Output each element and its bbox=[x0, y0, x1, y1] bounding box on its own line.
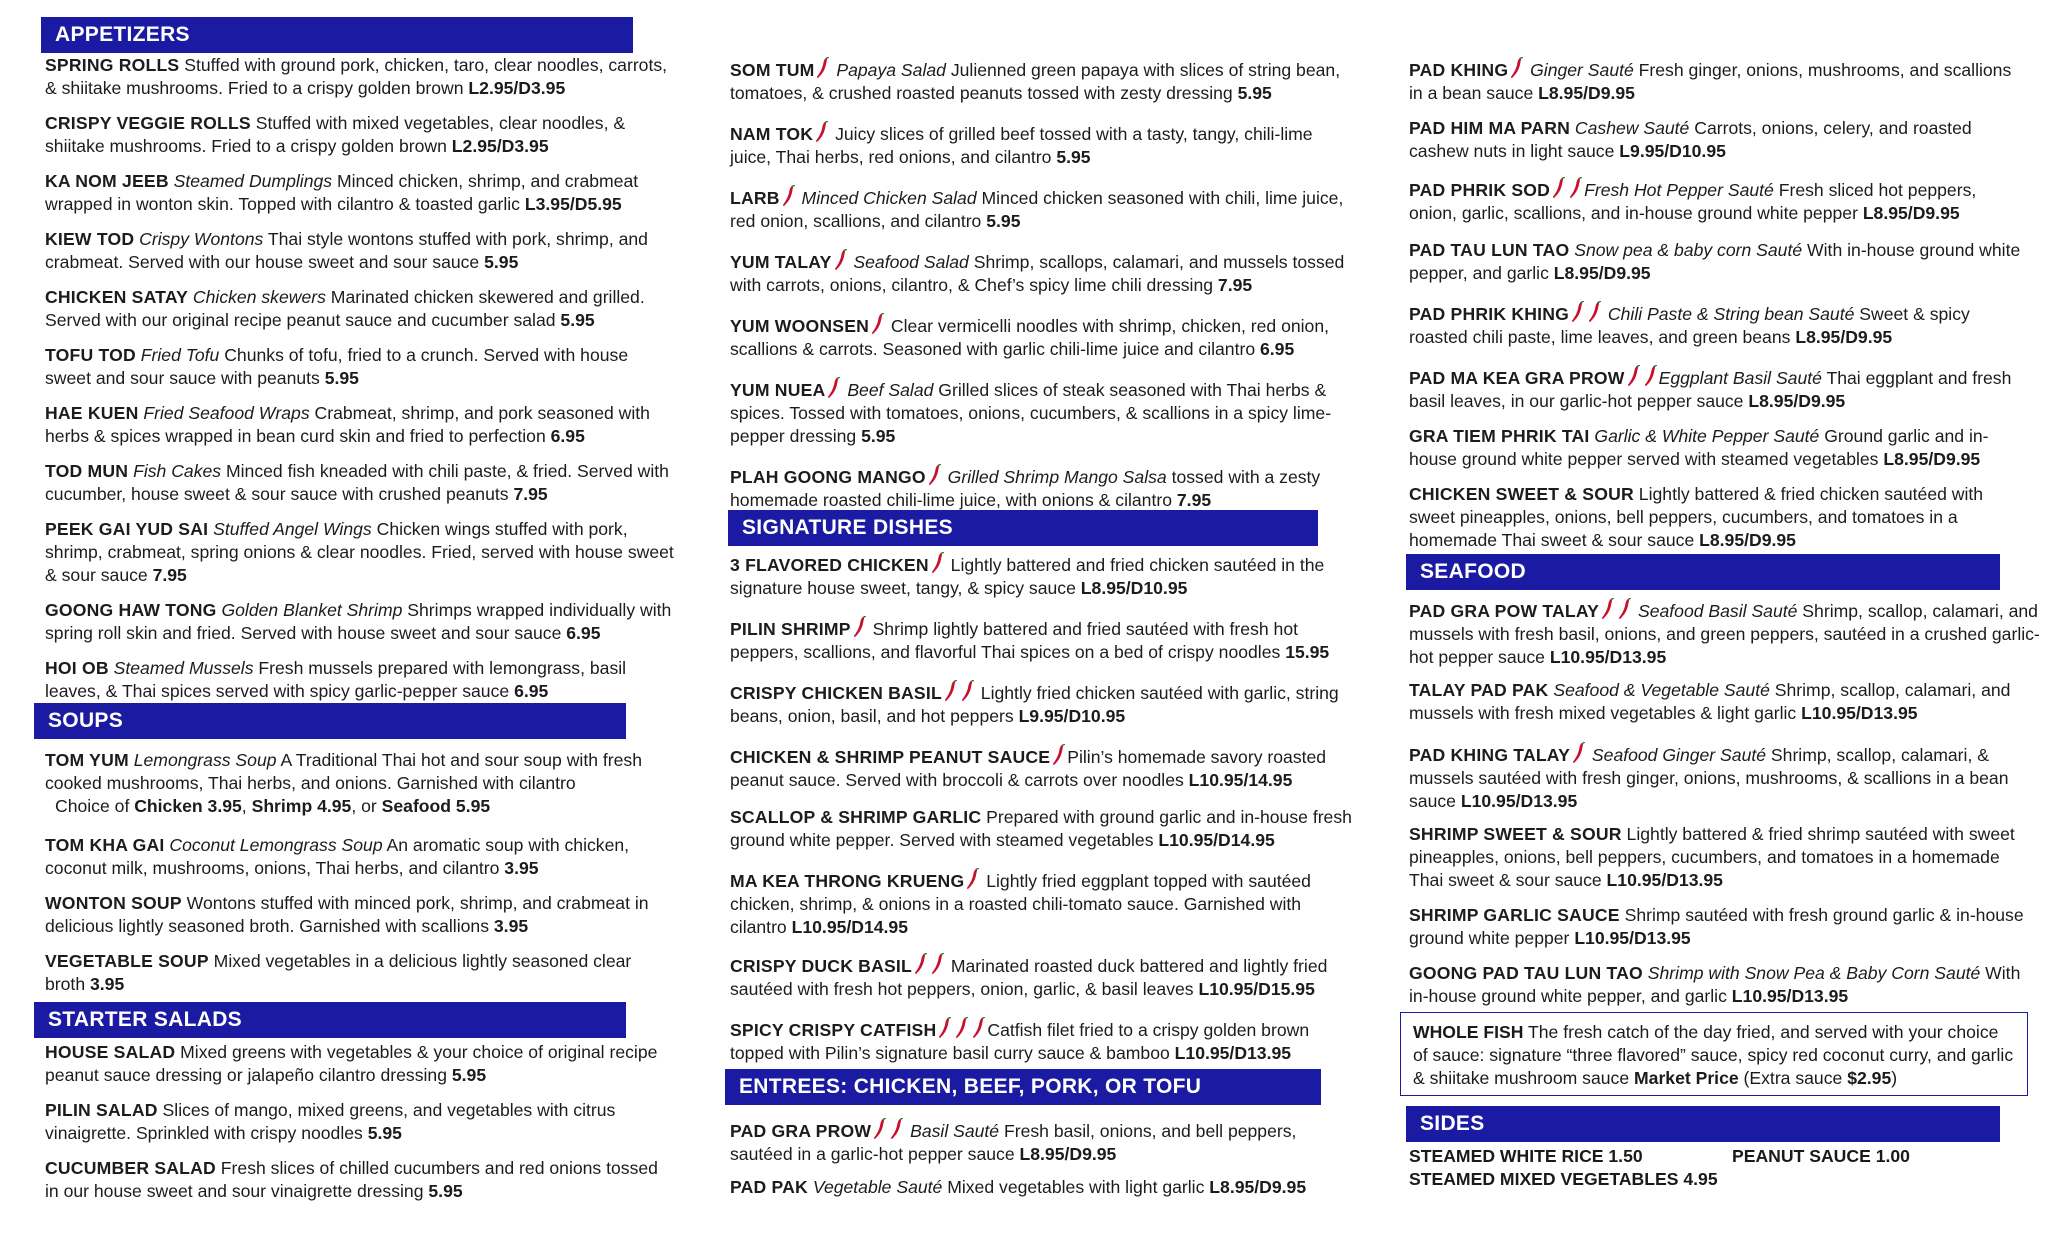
menu-item-talay-pad-pak bbox=[1409, 679, 2029, 725]
menu-item-som-tum bbox=[730, 57, 1358, 105]
chili-pepper-icon bbox=[834, 249, 847, 271]
item-subtitle: Stuffed Angel Wings bbox=[208, 519, 372, 539]
item-price: L10.95/D13.95 bbox=[1606, 870, 1723, 890]
whole-fish-box: WHOLE FISH The fresh catch of the day fried, and served with your choice of sauce: signature “three flavored” sauce, spicy red coconut curry, and garlic & shiitake mushroom sauce Market Price (Extra sauce $2.95) bbox=[1400, 1012, 2028, 1096]
item-price: L9.95/D10.95 bbox=[1018, 706, 1126, 726]
item-price: L8.95/D9.95 bbox=[1019, 1144, 1117, 1164]
item-subtitle: Grilled Shrimp Mango Salsa bbox=[942, 467, 1167, 487]
item-description: Marinated roasted duck battered and lightly fried sautéed with fresh hot peppers, onion, garlic, & basil leaves bbox=[730, 956, 1328, 999]
item-description: Mixed vegetables with light garlic bbox=[942, 1177, 1210, 1197]
item-name: TOM YUM bbox=[45, 750, 129, 770]
menu-item-3-flavored-chicken bbox=[730, 552, 1358, 600]
item-price: 7.95 bbox=[152, 565, 187, 585]
section-header-appetizers: APPETIZERS bbox=[41, 17, 633, 53]
item-subtitle: Basil Sauté bbox=[905, 1121, 1000, 1141]
item-description: Lightly battered & fried shrimp sautéed with sweet pineapples, onions, bell peppers, cucumbers, and tomatoes in a homemade Thai sweet & sour sauce bbox=[1409, 824, 2015, 890]
item-description: Shrimp, scallop, calamari, and mussels with fresh basil, onions, and green peppers, sautéed in a crushed garlic-hot pepper sauce bbox=[1409, 601, 2040, 667]
item-subtitle: Seafood Salad bbox=[848, 252, 969, 272]
item-price: L10.95/D14.95 bbox=[1158, 830, 1275, 850]
item-description: Lightly fried eggplant topped with sautéed chicken, shrimp, & onions in a roasted chili-tomato sauce. Garnished with cilantro bbox=[730, 871, 1311, 937]
chili-pepper-icon bbox=[816, 57, 829, 79]
menu-item-wonton-soup bbox=[45, 892, 675, 938]
item-subtitle: Beef Salad bbox=[842, 380, 934, 400]
item-subtitle: Fresh Hot Pepper Sauté bbox=[1584, 180, 1774, 200]
item-description: Shrimp sautéed with fresh ground garlic & in-house ground white pepper bbox=[1409, 905, 2024, 948]
item-price: 3.95 bbox=[493, 916, 529, 936]
side-mixed-vegetables: STEAMED MIXED VEGETABLES 4.95 bbox=[1409, 1169, 1718, 1189]
item-name: KIEW TOD bbox=[45, 229, 135, 249]
chili-pepper-icon bbox=[1569, 177, 1582, 199]
menu-item-pad-khing-talay bbox=[1409, 742, 2029, 813]
item-price: 5.95 bbox=[1056, 147, 1091, 167]
item-name: VEGETABLE SOUP bbox=[45, 951, 209, 971]
item-subtitle: Chili Paste & String bean Sauté bbox=[1603, 304, 1855, 324]
item-price: L8.95/D10.95 bbox=[1080, 578, 1188, 598]
item-description: Mixed vegetables in a delicious lightly seasoned clear broth bbox=[45, 951, 632, 994]
item-name: 3 FLAVORED CHICKEN bbox=[730, 555, 929, 575]
item-name: SOM TUM bbox=[730, 60, 815, 80]
menu-item-tom-yum bbox=[45, 749, 675, 818]
chili-pepper-icon bbox=[1510, 57, 1523, 79]
item-price: 7.95 bbox=[1176, 490, 1212, 510]
section-header-sides: SIDES bbox=[1406, 1106, 2000, 1142]
item-description: Shrimp, scallop, calamari, & mussels sautéed with fresh ginger, onions, mushrooms, & scallions in a bean sauce bbox=[1409, 745, 2009, 811]
item-name: PAD GRA PROW bbox=[730, 1121, 872, 1141]
item-price: L10.95/D13.95 bbox=[1574, 928, 1691, 948]
side-peanut-sauce: PEANUT SAUCE 1.00 bbox=[1732, 1146, 1910, 1166]
item-name: PEEK GAI YUD SAI bbox=[45, 519, 209, 539]
menu-item-nam-tok bbox=[730, 121, 1358, 169]
item-description: Shrimps wrapped individually with spring roll skin and fried. Served with house sweet and sour sauce bbox=[45, 600, 672, 643]
chili-pepper-icon bbox=[1618, 598, 1631, 620]
item-price: L8.95/D9.95 bbox=[1699, 530, 1796, 550]
section-header-signature-dishes: SIGNATURE DISHES bbox=[728, 510, 1318, 546]
menu-item-shrimp-garlic-sauce bbox=[1409, 904, 2029, 950]
menu-item-peek-gai-yud-sai bbox=[45, 518, 675, 587]
item-price: L2.95/D3.95 bbox=[468, 78, 566, 98]
item-price: 5.95 bbox=[451, 1065, 487, 1085]
item-price: L8.95/D9.95 bbox=[1538, 83, 1635, 103]
item-price: L8.95/D9.95 bbox=[1795, 327, 1893, 347]
chili-pepper-icon bbox=[914, 953, 927, 975]
menu-item-crispy-duck-basil bbox=[730, 953, 1358, 1001]
menu-item-hae-kuen bbox=[45, 402, 675, 448]
item-description: An aromatic soup with chicken, coconut milk, mushrooms, onions, Thai herbs, and cilantro bbox=[45, 835, 630, 878]
item-description: Chunks of tofu, fried to a crunch. Served with house sweet and sour sauce with peanuts bbox=[45, 345, 629, 388]
chili-pepper-icon bbox=[1571, 301, 1584, 323]
item-subtitle: Vegetable Sauté bbox=[807, 1177, 943, 1197]
item-price: 7.95 bbox=[513, 484, 548, 504]
menu-item-yum-woonsen bbox=[730, 313, 1358, 361]
item-name: CHICKEN SATAY bbox=[45, 287, 189, 307]
item-name: PILIN SHRIMP bbox=[730, 619, 851, 639]
item-name: WONTON SOUP bbox=[45, 893, 182, 913]
chili-pepper-icon bbox=[1627, 365, 1640, 387]
item-subtitle: Crispy Wontons bbox=[134, 229, 264, 249]
item-description: Lightly fried chicken sautéed with garlic, string beans, onion, basil, and hot peppers bbox=[730, 683, 1339, 726]
item-name: GOONG PAD TAU LUN TAO bbox=[1409, 963, 1643, 983]
item-description: Sweet & spicy roasted chili paste, lime leaves, and green beans bbox=[1409, 304, 1970, 347]
chili-pepper-icon bbox=[827, 377, 840, 399]
item-price: L10.95/14.95 bbox=[1188, 770, 1293, 790]
item-subtitle: Seafood Ginger Sauté bbox=[1587, 745, 1767, 765]
chili-pepper-icon bbox=[1552, 177, 1565, 199]
item-price: L2.95/D3.95 bbox=[451, 136, 549, 156]
sides-list bbox=[1409, 1145, 2029, 1191]
item-description: Slices of mango, mixed greens, and vegetables with citrus vinaigrette. Sprinkled with crispy noodles bbox=[45, 1100, 616, 1143]
menu-item-shrimp-sweet-sour bbox=[1409, 823, 2029, 892]
item-name: CHICKEN SWEET & SOUR bbox=[1409, 484, 1634, 504]
item-description: Fresh slices of chilled cucumbers and red onions tossed in our house sweet and sour vinaigrette dressing bbox=[45, 1158, 658, 1201]
item-name: CHICKEN & SHRIMP PEANUT SAUCE bbox=[730, 747, 1051, 767]
menu-item-ma-kea-throng-krueng bbox=[730, 868, 1358, 939]
menu-item-goong-haw-tong bbox=[45, 599, 675, 645]
menu-item-chicken-satay bbox=[45, 286, 685, 332]
menu-item-chicken-sweet-sour bbox=[1409, 483, 2029, 552]
item-description: Carrots, onions, celery, and roasted cashew nuts in light sauce bbox=[1409, 118, 1972, 161]
menu-item-tofu-tod bbox=[45, 344, 675, 390]
item-name: TALAY PAD PAK bbox=[1409, 680, 1549, 700]
item-name: CRISPY DUCK BASIL bbox=[730, 956, 912, 976]
item-description: Minced chicken, shrimp, and crabmeat wrapped in wonton skin. Topped with cilantro & toasted garlic bbox=[45, 171, 639, 214]
item-price: 5.95 bbox=[484, 252, 519, 272]
item-price: L10.95/D13.95 bbox=[1731, 986, 1849, 1006]
menu-item-pilin-salad bbox=[45, 1099, 675, 1145]
menu-item-gra-tiem-phrik-tai bbox=[1409, 425, 2029, 471]
item-name: TOD MUN bbox=[45, 461, 129, 481]
menu-item-spicy-crispy-catfish bbox=[730, 1017, 1358, 1065]
menu-item-house-salad bbox=[45, 1041, 675, 1087]
chili-pepper-icon bbox=[1644, 365, 1657, 387]
menu-item-spring-rolls bbox=[45, 54, 675, 100]
chili-pepper-icon bbox=[871, 313, 884, 335]
item-name: PAD KHING TALAY bbox=[1409, 745, 1571, 765]
item-price: 3.95 bbox=[90, 974, 125, 994]
item-description: Clear vermicelli noodles with shrimp, chicken, red onion, scallions & carrots. Seasoned with garlic chili-lime juice and cilantro bbox=[730, 316, 1330, 359]
item-description: Crabmeat, shrimp, and pork seasoned with herbs & spices wrapped in bean curd skin and fried to perfection bbox=[45, 403, 650, 446]
menu-item-pad-gra-prow bbox=[730, 1118, 1358, 1166]
item-description: Julienned green papaya with slices of string bean, tomatoes, & crushed roasted peanuts tossed with zesty dressing bbox=[730, 60, 1341, 103]
item-description: Fresh ginger, onions, mushrooms, and scallions in a bean sauce bbox=[1409, 60, 2012, 103]
item-subtitle: Seafood & Vegetable Sauté bbox=[1548, 680, 1770, 700]
item-subtitle: Steamed Mussels bbox=[108, 658, 254, 678]
chili-pepper-icon bbox=[873, 1118, 886, 1140]
chili-pepper-icon bbox=[955, 1017, 968, 1039]
item-description: Stuffed with mixed vegetables, clear noodles, & shiitake mushrooms. Fried to a crispy golden brown bbox=[45, 113, 626, 156]
item-subtitle: Seafood Basil Sauté bbox=[1633, 601, 1798, 621]
menu-item-hoi-ob bbox=[45, 657, 675, 703]
menu-item-kiew-tod bbox=[45, 228, 675, 274]
item-price: 5.95 bbox=[1237, 83, 1272, 103]
item-name: PAD TAU LUN TAO bbox=[1409, 240, 1570, 260]
menu-item-scallop-shrimp-garlic bbox=[730, 806, 1358, 852]
item-description: Shrimp, scallops, calamari, and mussels tossed with carrots, onions, cilantro, & Chef’s spicy lime chili dressing bbox=[730, 252, 1345, 295]
item-price: L8.95/D9.95 bbox=[1748, 391, 1846, 411]
item-name: TOFU TOD bbox=[45, 345, 136, 365]
menu-item-pad-pak bbox=[730, 1176, 1358, 1199]
menu-item-pad-gra-pow-talay bbox=[1409, 598, 2048, 669]
chili-pepper-icon bbox=[966, 868, 979, 890]
item-subtitle: Cashew Sauté bbox=[1570, 118, 1690, 138]
item-subtitle: Eggplant Basil Sauté bbox=[1658, 368, 1822, 388]
item-subtitle: Chicken skewers bbox=[188, 287, 326, 307]
item-price: L10.95/D13.95 bbox=[1801, 703, 1918, 723]
item-description: Pilin’s homemade savory roasted peanut sauce. Served with broccoli & carrots over noodles bbox=[730, 747, 1327, 790]
menu-item-yum-talay bbox=[730, 249, 1358, 297]
item-name: SCALLOP & SHRIMP GARLIC bbox=[730, 807, 982, 827]
item-subtitle: Ginger Sauté bbox=[1525, 60, 1634, 80]
item-name: HOI OB bbox=[45, 658, 109, 678]
item-description: Grilled slices of steak seasoned with Thai herbs & spices. Tossed with tomatoes, onions, cucumbers, & scallions in a spicy lime-pepper dressing bbox=[730, 380, 1332, 446]
section-header-entrees: ENTREES: CHICKEN, BEEF, PORK, OR TOFU bbox=[725, 1069, 1321, 1105]
item-name: YUM NUEA bbox=[730, 380, 826, 400]
item-price: L3.95/D5.95 bbox=[524, 194, 622, 214]
chili-pepper-icon bbox=[931, 552, 944, 574]
item-description: Wontons stuffed with minced pork, shrimp, and crabmeat in delicious lightly seasoned broth. Garnished with scallions bbox=[45, 893, 649, 936]
item-price: 5.95 bbox=[560, 310, 595, 330]
item-description: Fresh mussels prepared with lemongrass, basil leaves, & Thai spices served with spicy garlic-pepper sauce bbox=[45, 658, 627, 701]
chili-pepper-icon bbox=[972, 1017, 985, 1039]
item-price: 15.95 bbox=[1285, 642, 1330, 662]
chili-pepper-icon bbox=[1588, 301, 1601, 323]
item-price: L10.95/D13.95 bbox=[1460, 791, 1578, 811]
item-description: Shrimp, scallop, calamari, and mussels with fresh mixed vegetables & light garlic bbox=[1409, 680, 2011, 723]
item-name: PAD PHRIK SOD bbox=[1409, 180, 1551, 200]
item-name: NAM TOK bbox=[730, 124, 814, 144]
chili-pepper-icon bbox=[782, 185, 795, 207]
item-description: Minced chicken seasoned with chili, lime juice, red onion, scallions, and cilantro bbox=[730, 188, 1344, 231]
item-subtitle: Shrimp with Snow Pea & Baby Corn Sauté bbox=[1642, 963, 1981, 983]
item-description: Prepared with ground garlic and in-house fresh ground white pepper. Served with steamed vegetables bbox=[730, 807, 1352, 850]
item-description: With in-house ground white pepper, and garlic bbox=[1409, 963, 2021, 1006]
item-name: SPRING ROLLS bbox=[45, 55, 180, 75]
menu-item-pilin-shrimp bbox=[730, 616, 1358, 664]
item-name: PAD KHING bbox=[1409, 60, 1509, 80]
item-name: GRA TIEM PHRIK TAI bbox=[1409, 426, 1590, 446]
item-subtitle: Minced Chicken Salad bbox=[796, 188, 977, 208]
item-price: 5.95 bbox=[986, 211, 1021, 231]
chili-pepper-icon bbox=[853, 616, 866, 638]
item-name: SHRIMP SWEET & SOUR bbox=[1409, 824, 1622, 844]
item-name: PILIN SALAD bbox=[45, 1100, 158, 1120]
menu-item-pad-him-ma-parn bbox=[1409, 117, 2029, 163]
chili-pepper-icon bbox=[931, 953, 944, 975]
menu-item-cucumber-salad bbox=[45, 1157, 675, 1203]
item-subtitle: Fried Tofu bbox=[135, 345, 220, 365]
item-subtitle: Garlic & White Pepper Sauté bbox=[1589, 426, 1820, 446]
item-name: YUM WOONSEN bbox=[730, 316, 870, 336]
item-price: L8.95/D9.95 bbox=[1883, 449, 1981, 469]
item-description: Chicken wings stuffed with pork, shrimp, crabmeat, spring onions & clear noodles. Fried, served with house sweet & sour sauce bbox=[45, 519, 674, 585]
menu-item-goong-pad-tau-lun-tao bbox=[1409, 962, 2029, 1008]
item-price: 5.95 bbox=[367, 1123, 402, 1143]
item-description: Lightly battered & fried chicken sautéed with sweet pineapples, onions, bell peppers, cucumbers, and tomatoes in a homemade Thai sweet & sour sauce bbox=[1409, 484, 1984, 550]
item-description: Fresh basil, onions, and bell peppers, sautéed in a garlic-hot pepper sauce bbox=[730, 1121, 1297, 1164]
item-description: Ground garlic and in-house ground white pepper served with steamed vegetables bbox=[1409, 426, 1989, 469]
item-price: 5.95 bbox=[861, 426, 896, 446]
item-price: 6.95 bbox=[514, 681, 549, 701]
menu-item-larb bbox=[730, 185, 1358, 233]
item-subtitle: Lemongrass Soup bbox=[128, 750, 277, 770]
item-price: 7.95 bbox=[1217, 275, 1253, 295]
item-description: A Traditional Thai hot and sour soup with fresh cooked mushrooms, Thai herbs, and onions. Garnished with cilantro bbox=[45, 750, 642, 793]
item-price: L8.95/D9.95 bbox=[1862, 203, 1960, 223]
item-description: Thai eggplant and fresh basil leaves, in our garlic-hot pepper sauce bbox=[1409, 368, 2012, 411]
item-description: Minced fish kneaded with chili paste, & fried. Served with cucumber, house sweet & sour sauce with crushed peanuts bbox=[45, 461, 669, 504]
menu-item-chicken-shrimp-peanut-sauce bbox=[730, 744, 1358, 792]
menu-item-ka-nom-jeeb bbox=[45, 170, 675, 216]
item-price: 6.95 bbox=[566, 623, 601, 643]
menu-item-pad-tau-lun-tao bbox=[1409, 239, 2029, 285]
item-description: Fresh sliced hot peppers, onion, garlic, scallions, and in-house ground white pepper bbox=[1409, 180, 1977, 223]
menu-item-plah-goong-mango bbox=[730, 464, 1358, 512]
chili-pepper-icon bbox=[815, 121, 828, 143]
item-description: tossed with a zesty homemade roasted chili-lime juice, with onions & cilantro bbox=[730, 467, 1321, 510]
side-rice: STEAMED WHITE RICE 1.50 bbox=[1409, 1146, 1643, 1166]
item-description: With in-house ground white pepper, and garlic bbox=[1409, 240, 2021, 283]
item-name: CUCUMBER SALAD bbox=[45, 1158, 216, 1178]
item-price: 3.95 bbox=[504, 858, 539, 878]
menu-item-pad-khing bbox=[1409, 57, 2029, 105]
item-name: SHRIMP GARLIC SAUCE bbox=[1409, 905, 1620, 925]
item-price: 6.95 bbox=[1260, 339, 1295, 359]
menu-item-pad-ma-kea-gra-prow bbox=[1409, 365, 2029, 413]
item-description: Juicy slices of grilled beef tossed with a tasty, tangy, chili-lime juice, Thai herbs, red onions, and cilantro bbox=[730, 124, 1313, 167]
item-price: 5.95 bbox=[428, 1181, 463, 1201]
item-price: L9.95/D10.95 bbox=[1619, 141, 1726, 161]
chili-pepper-icon bbox=[938, 1017, 951, 1039]
item-subtitle: Papaya Salad bbox=[831, 60, 946, 80]
item-description: Catfish filet fried to a crispy golden brown topped with Pilin’s signature basil curry sauce & bamboo bbox=[730, 1020, 1310, 1063]
item-name: YUM TALAY bbox=[730, 252, 832, 272]
chili-pepper-icon bbox=[1601, 598, 1614, 620]
item-name: PAD MA KEA GRA PROW bbox=[1409, 368, 1625, 388]
menu-item-pad-phrik-khing bbox=[1409, 301, 2029, 349]
item-description: Stuffed with ground pork, chicken, taro, clear noodles, carrots, & shiitake mushrooms. Fried to a crispy golden brown bbox=[45, 55, 668, 98]
menu-item-tod-mun bbox=[45, 460, 675, 506]
section-header-soups: SOUPS bbox=[34, 703, 626, 739]
item-name: HOUSE SALAD bbox=[45, 1042, 176, 1062]
chili-pepper-icon bbox=[944, 680, 957, 702]
item-price: L10.95/D14.95 bbox=[791, 917, 909, 937]
chili-pepper-icon bbox=[1572, 742, 1585, 764]
item-name: PAD HIM MA PARN bbox=[1409, 118, 1571, 138]
item-name: PAD PAK bbox=[730, 1177, 808, 1197]
item-name: HAE KUEN bbox=[45, 403, 139, 423]
item-price: L10.95/D15.95 bbox=[1198, 979, 1315, 999]
item-description: Thai style wontons stuffed with pork, shrimp, and crabmeat. Served with our house sweet and sour sauce bbox=[45, 229, 648, 272]
menu-item-yum-nuea bbox=[730, 377, 1358, 448]
chili-pepper-icon bbox=[928, 464, 941, 486]
item-name: TOM KHA GAI bbox=[45, 835, 165, 855]
item-name: KA NOM JEEB bbox=[45, 171, 169, 191]
item-price: L10.95/D13.95 bbox=[1549, 647, 1667, 667]
menu-item-crispy-chicken-basil bbox=[730, 680, 1358, 728]
menu-item-pad-phrik-sod bbox=[1409, 177, 2029, 225]
item-name: CRISPY VEGGIE ROLLS bbox=[45, 113, 251, 133]
item-description: Shrimp lightly battered and fried sautéed with fresh hot peppers, scallions, and flavorful Thai spices on a bed of crispy noodles bbox=[730, 619, 1298, 662]
item-name: CRISPY CHICKEN BASIL bbox=[730, 683, 942, 703]
menu-item-vegetable-soup bbox=[45, 950, 675, 996]
item-subtitle: Golden Blanket Shrimp bbox=[216, 600, 403, 620]
item-price: L8.95/D9.95 bbox=[1553, 263, 1651, 283]
chili-pepper-icon bbox=[1052, 744, 1065, 766]
item-description: Mixed greens with vegetables & your choice of original recipe peanut sauce dressing or jalapeño cilantro dressing bbox=[45, 1042, 658, 1085]
item-price: 6.95 bbox=[550, 426, 585, 446]
section-header-seafood: SEAFOOD bbox=[1406, 554, 2000, 590]
item-name: LARB bbox=[730, 188, 780, 208]
chili-pepper-icon bbox=[961, 680, 974, 702]
item-name: GOONG HAW TONG bbox=[45, 600, 217, 620]
section-header-starter-salads: STARTER SALADS bbox=[34, 1002, 626, 1038]
item-name: PAD GRA POW TALAY bbox=[1409, 601, 1600, 621]
tom-yum-choice: Choice of Chicken 3.95, Shrimp 4.95, or Seafood 5.95 bbox=[55, 796, 491, 816]
item-price: L8.95/D9.95 bbox=[1209, 1177, 1307, 1197]
item-subtitle: Fried Seafood Wraps bbox=[138, 403, 310, 423]
item-price: L10.95/D13.95 bbox=[1174, 1043, 1292, 1063]
item-description: Lightly battered and fried chicken sautéed in the signature house sweet, tangy, & spicy sauce bbox=[730, 555, 1325, 598]
item-name: MA KEA THRONG KRUENG bbox=[730, 871, 965, 891]
item-name: PAD PHRIK KHING bbox=[1409, 304, 1570, 324]
item-name: PLAH GOONG MANGO bbox=[730, 467, 926, 487]
menu-item-tom-kha-gai bbox=[45, 834, 675, 880]
menu-item-crispy-veggie-rolls bbox=[45, 112, 675, 158]
item-name: SPICY CRISPY CATFISH bbox=[730, 1020, 937, 1040]
chili-pepper-icon bbox=[890, 1118, 903, 1140]
item-price: 5.95 bbox=[324, 368, 359, 388]
item-subtitle: Coconut Lemongrass Soup bbox=[164, 835, 383, 855]
item-subtitle: Snow pea & baby corn Sauté bbox=[1569, 240, 1803, 260]
item-description: Marinated chicken skewered and grilled. Served with our original recipe peanut sauce and cucumber salad bbox=[45, 287, 645, 330]
item-subtitle: Fish Cakes bbox=[128, 461, 222, 481]
item-subtitle: Steamed Dumplings bbox=[168, 171, 333, 191]
